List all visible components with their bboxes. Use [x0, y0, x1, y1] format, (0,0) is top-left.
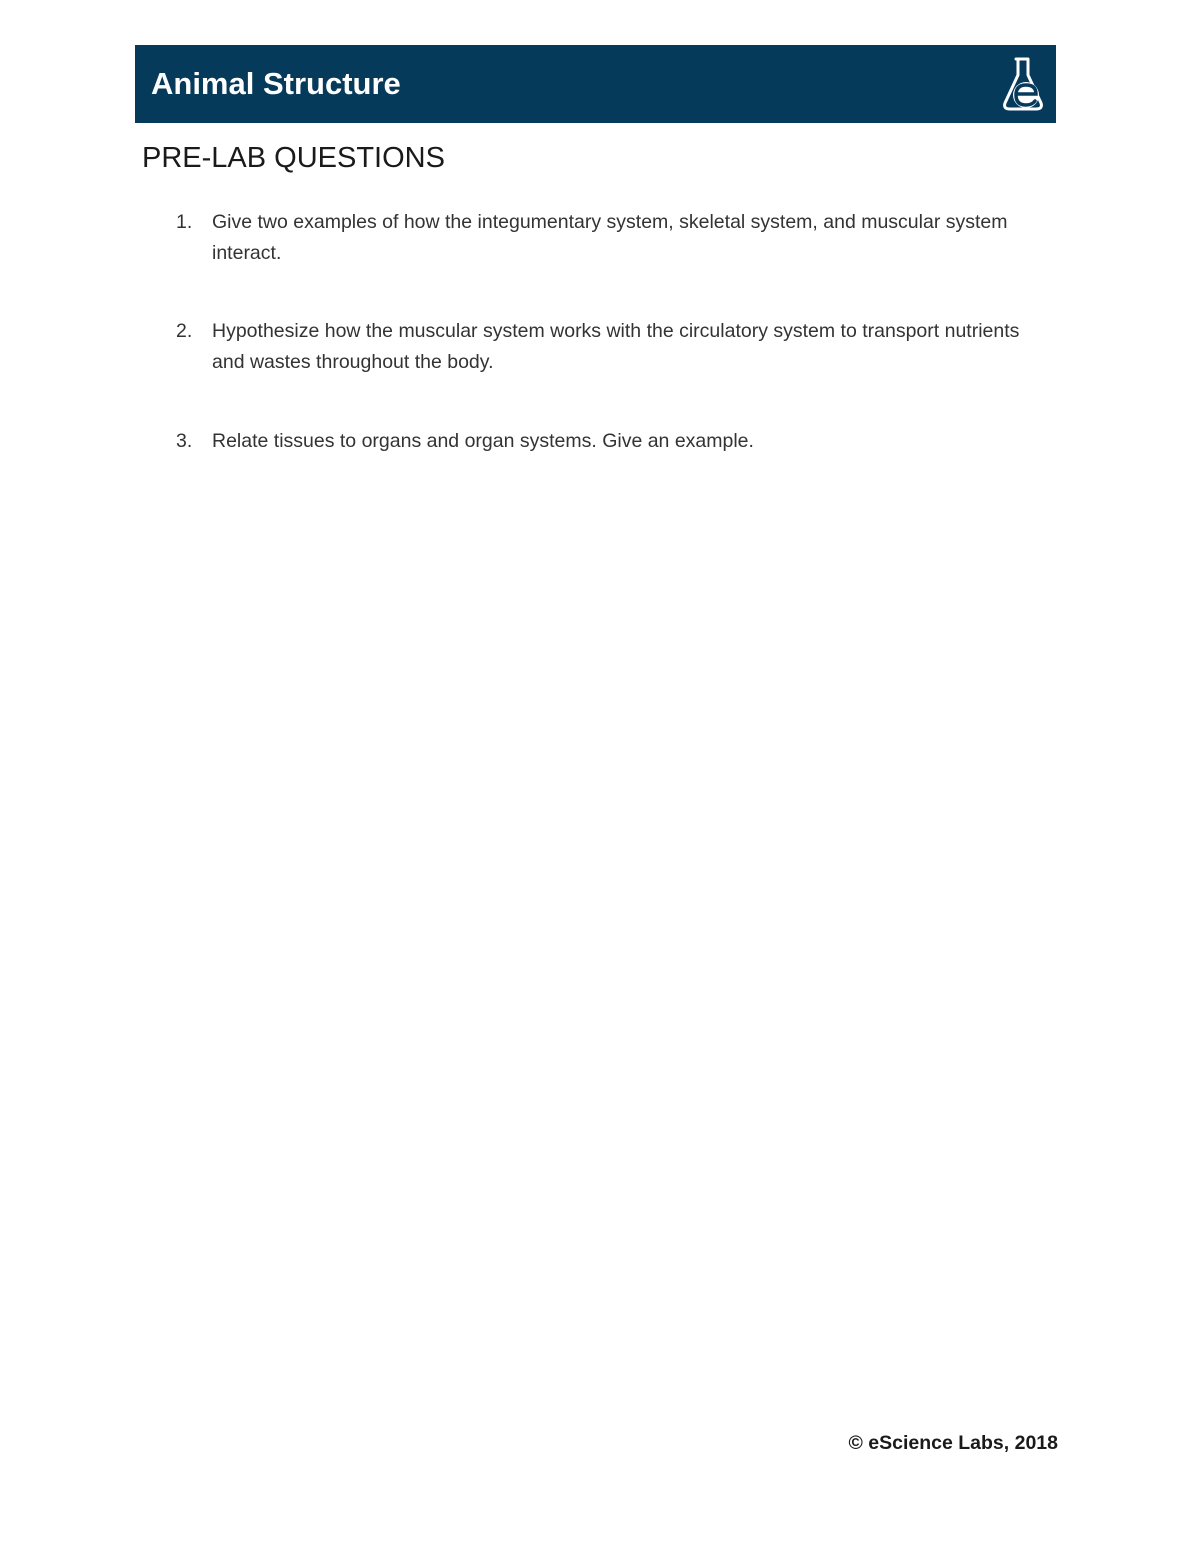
flask-e-icon — [999, 55, 1047, 113]
question-number: 1. — [176, 211, 193, 233]
section-title: PRE-LAB QUESTIONS — [142, 142, 445, 174]
question-item — [176, 207, 1026, 269]
document-title: Animal Structure — [151, 66, 401, 101]
copyright-footer: © eScience Labs, 2018 — [848, 1432, 1058, 1454]
question-text: Relate tissues to organs and organ systems. Give an example. — [212, 430, 754, 452]
question-text: Hypothesize how the muscular system works with the circulatory system to transport nutrients and wastes throughout the body. — [212, 320, 1020, 373]
question-item — [176, 426, 1026, 457]
question-item — [176, 316, 1026, 378]
header-banner — [135, 45, 1056, 123]
question-number: 3. — [176, 430, 193, 452]
question-number: 2. — [176, 320, 193, 342]
question-text: Give two examples of how the integumentary system, skeletal system, and muscular system interact. — [212, 211, 1008, 264]
